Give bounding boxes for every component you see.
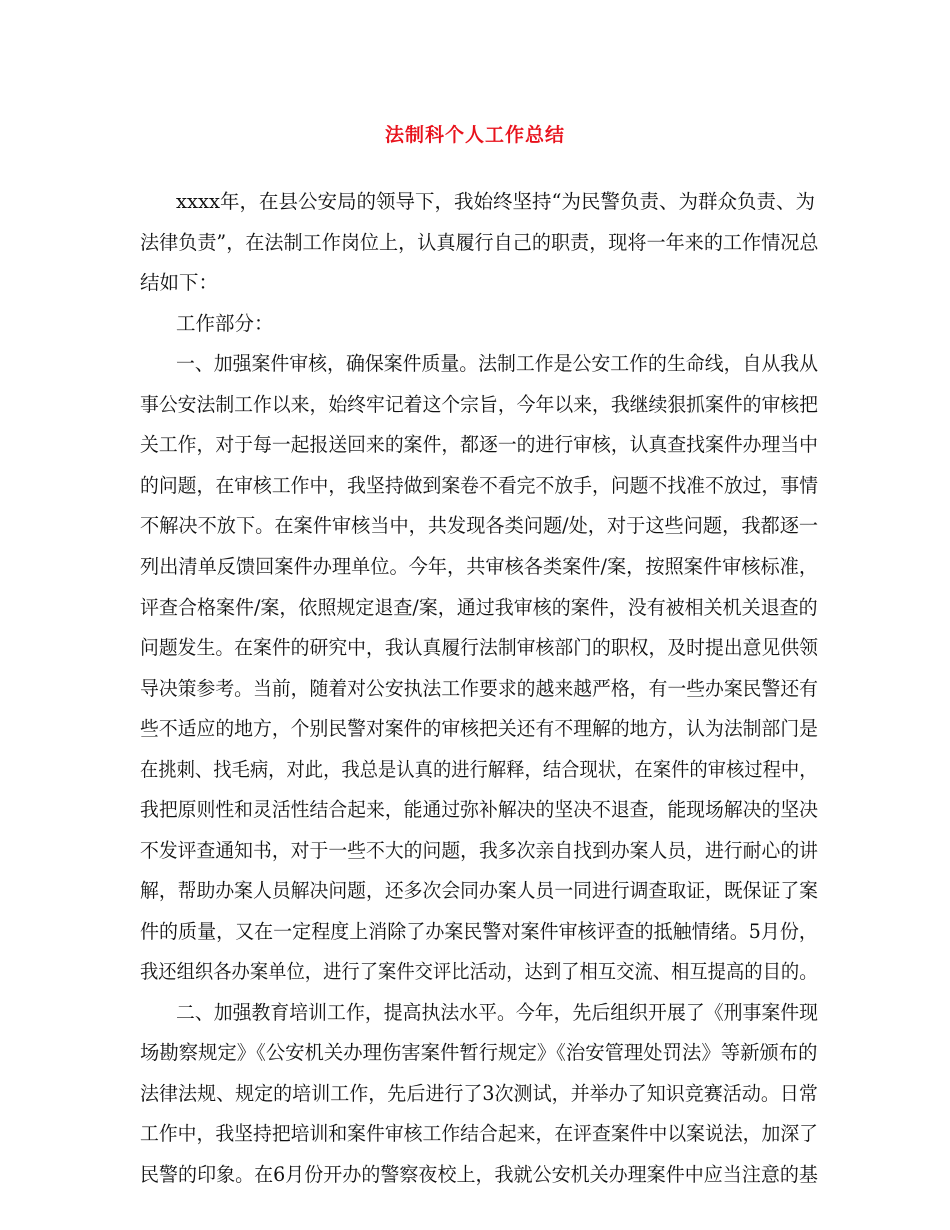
text-line: 解，帮助办案人员解决问题，还多次会同办案人员一同进行调查取证，既保证了案 xyxy=(140,879,819,902)
text-line: 在挑刺、找毛病，对此，我总是认真的进行解释，结合现状，在案件的审核过程中， xyxy=(140,758,818,781)
text-line: 不解决不放下。在案件审核当中，共发现各类问题/处，对于这些问题，我都逐一 xyxy=(140,514,819,537)
text-line: 导决策参考。当前，随着对公安执法工作要求的越来越严格，有一些办案民警还有 xyxy=(140,677,819,700)
text-line: 工作中，我坚持把培训和案件审核工作结合起来，在评查案件中以案说法，加深了 xyxy=(140,1122,819,1145)
text-line: 法律负责”，在法制工作岗位上，认真履行自己的职责，现将一年来的工作情况总 xyxy=(140,231,819,254)
text-line: 关工作，对于每一起报送回来的案件，都逐一的进行审核，认真查找案件办理当中 xyxy=(140,433,819,456)
text-line: xxxx年，在县公安局的领导下，我始终坚持“为民警负责、为群众负责、为 xyxy=(176,190,815,213)
text-line: 评查合格案件/案，依照规定退查/案，通过我审核的案件，没有被相关机关退查的 xyxy=(140,596,818,619)
text-line: 工作部分： xyxy=(176,312,274,335)
text-line: 我还组织各办案单位，进行了案件交评比活动，达到了相互交流、相互提高的目的。 xyxy=(140,960,818,983)
document-title: 法制科个人工作总结 xyxy=(384,124,565,146)
text-line: 问题发生。在案件的研究中，我认真履行法制审核部门的职权，及时提出意见供领 xyxy=(140,636,819,659)
text-line: 事公安法制工作以来，始终牢记着这个宗旨，今年以来，我继续狠抓案件的审核把 xyxy=(140,393,819,416)
text-line: 些不适应的地方，个别民警对案件的审核把关还有不理解的地方，认为法制部门是 xyxy=(140,717,819,740)
text-line: 列出清单反馈回案件办理单位。今年，共审核各类案件/案，按照案件审核标准， xyxy=(140,555,819,578)
text-line: 结如下： xyxy=(140,271,219,294)
text-line: 民警的印象。在6月份开办的警察夜校上，我就公安机关办理案件中应当注意的基 xyxy=(140,1163,818,1186)
text-line: 法律法规、规定的培训工作，先后进行了3次测试，并举办了知识竞赛活动。日常 xyxy=(140,1082,818,1105)
text-line: 场勘察规定》《公安机关办理伤害案件暂行规定》《治安管理处罚法》等新颁布的 xyxy=(140,1041,818,1064)
text-line: 的问题，在审核工作中，我坚持做到案卷不看完不放手，问题不找准不放过，事情 xyxy=(140,474,819,497)
text-line: 不发评查通知书，对于一些不大的问题，我多次亲自找到办案人员，进行耐心的讲 xyxy=(140,839,819,862)
text-line: 一、加强案件审核，确保案件质量。法制工作是公安工作的生命线，自从我从 xyxy=(176,352,819,375)
text-line: 我把原则性和灵活性结合起来，能通过弥补解决的坚决不退查，能现场解决的坚决 xyxy=(140,798,819,821)
text-line: 二、加强教育培训工作，提高执法水平。今年，先后组织开展了《刑事案件现 xyxy=(176,1001,819,1024)
text-line: 件的质量，又在一定程度上消除了办案民警对案件审核评查的抵触情绪。5月份， xyxy=(140,920,818,943)
